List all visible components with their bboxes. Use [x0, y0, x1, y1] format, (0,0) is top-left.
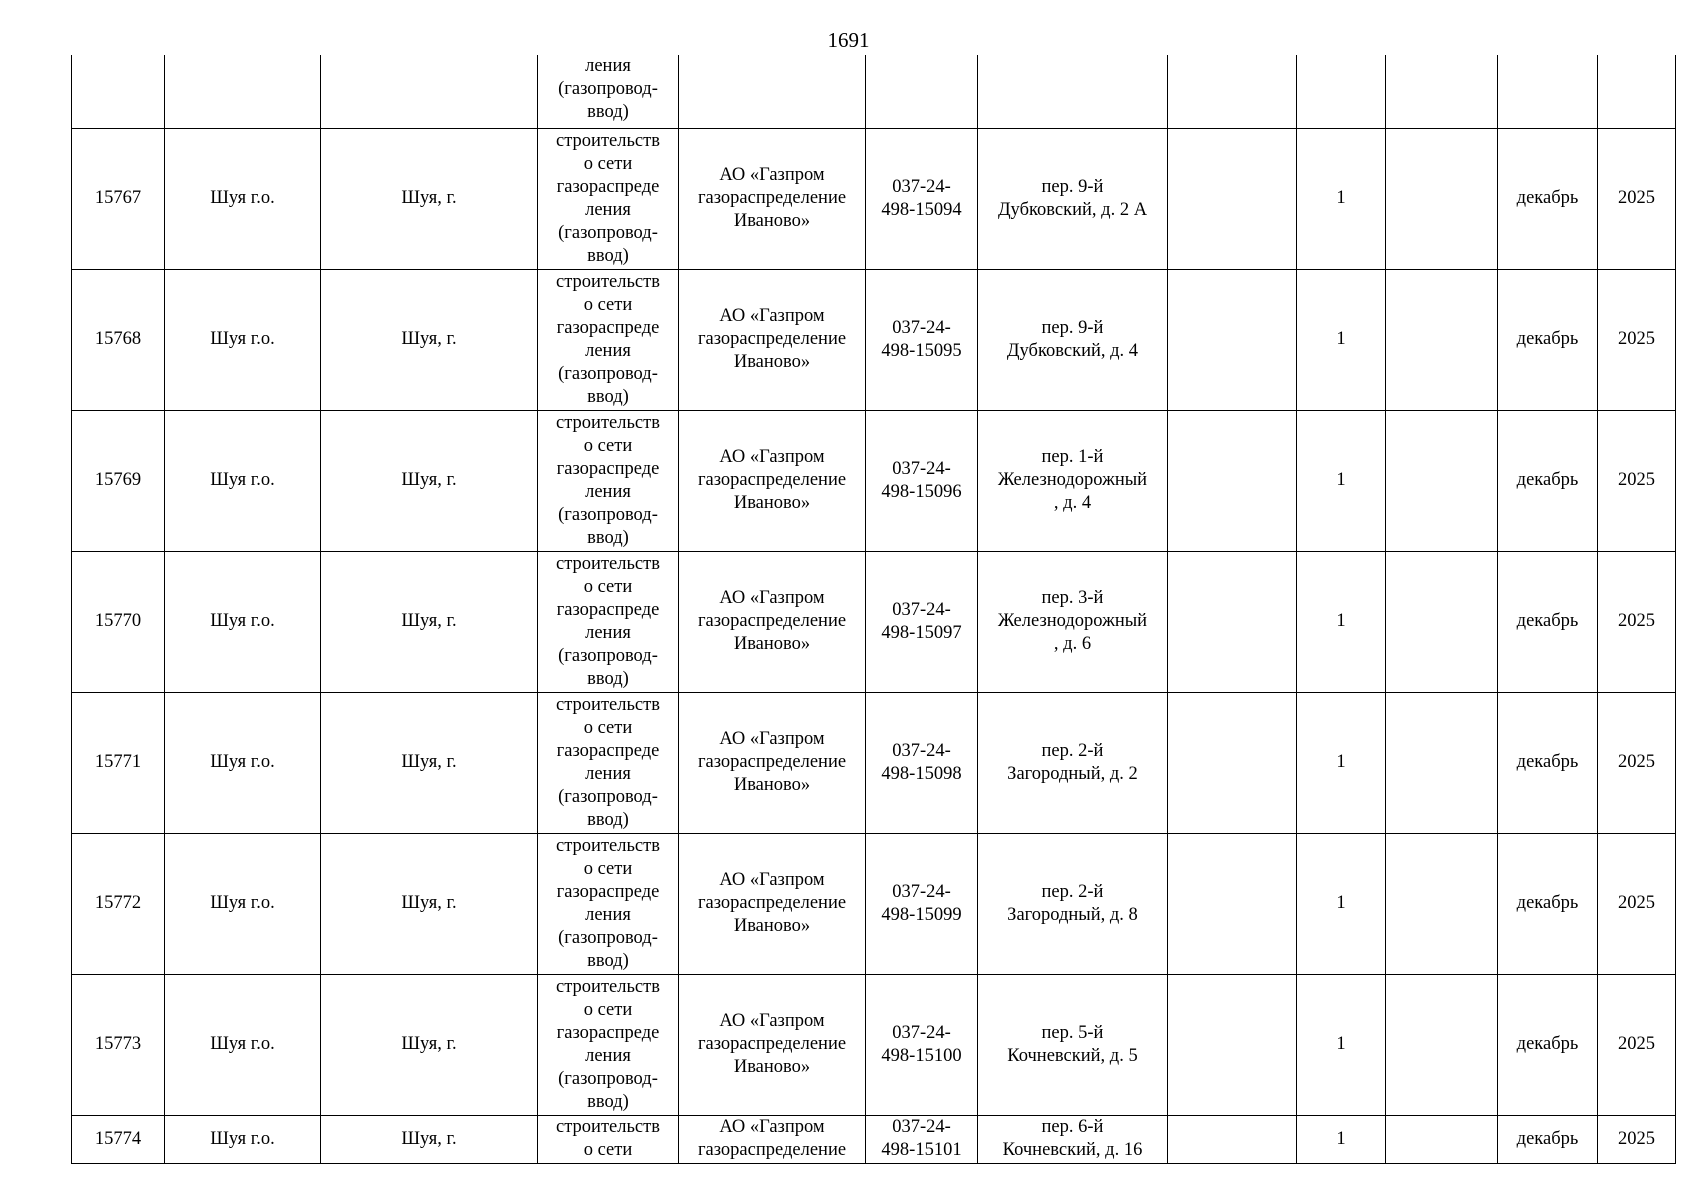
cell-id: 15774	[72, 1115, 165, 1163]
cell-address-line: пер. 1-й	[1041, 447, 1104, 467]
table-row	[72, 128, 1676, 269]
cell-month	[1498, 55, 1598, 128]
cell-work-type-line: (газопровод-	[558, 927, 658, 948]
cell-work-type-line: газораспреде	[556, 1022, 660, 1043]
cell-organization-line: Иваново»	[733, 1057, 811, 1077]
cell-code-line: 037-24-	[892, 458, 951, 479]
table-row	[72, 692, 1676, 833]
cell-work-type	[538, 128, 679, 269]
cell-code	[866, 128, 978, 269]
cell-work-type-line: строительств	[556, 412, 660, 433]
cell-work-type-line: газораспреде	[556, 176, 660, 197]
cell-organization-line: газораспределение	[697, 470, 847, 490]
cell-work-type	[538, 551, 679, 692]
cell-locality: Шуя, г.	[321, 692, 538, 833]
cell-address	[978, 55, 1168, 128]
cell-locality: Шуя, г.	[321, 1115, 538, 1163]
cell-year: 2025	[1598, 269, 1676, 410]
cell-work-type-line: строительств	[556, 694, 660, 715]
cell-code	[866, 269, 978, 410]
cell-locality: Шуя, г.	[321, 551, 538, 692]
cell-work-type-line: строительств	[556, 553, 660, 574]
cell-district: Шуя г.о.	[165, 692, 321, 833]
cell-address	[978, 692, 1168, 833]
cell-address	[978, 974, 1168, 1115]
cell-work-type-line: о сети	[583, 153, 633, 174]
cell-work-type-line: о сети	[583, 1139, 633, 1160]
cell-organization	[679, 1115, 866, 1163]
cell-work-type	[538, 55, 679, 128]
cell-year: 2025	[1598, 410, 1676, 551]
cell-code	[866, 692, 978, 833]
cell-address-line: Кочневский, д. 5	[1007, 1045, 1138, 1066]
cell-work-type-line: ления	[585, 481, 631, 502]
cell-work-type-line: ления	[585, 763, 631, 784]
cell-organization-line: АО «Газпром	[719, 1116, 825, 1137]
cell-address-line: Кочневский, д. 16	[1002, 1139, 1143, 1160]
cell-work-type-line: ввод)	[587, 527, 629, 548]
cell-empty	[1168, 974, 1297, 1115]
table-row	[72, 269, 1676, 410]
cell-work-type-line: о сети	[583, 717, 633, 738]
cell-district: Шуя г.о.	[165, 128, 321, 269]
cell-work-type-line: ввод)	[587, 245, 629, 266]
cell-organization-line: Иваново»	[733, 775, 811, 795]
cell-work-type-line: (газопровод-	[558, 645, 658, 666]
cell-year: 2025	[1598, 128, 1676, 269]
cell-organization-line: Иваново»	[733, 634, 811, 654]
cell-code-line: 037-24-	[892, 881, 951, 902]
work-type-line: ввод)	[587, 102, 629, 122]
cell-code-line: 498-15097	[881, 622, 962, 643]
cell-organization-line: Иваново»	[733, 211, 811, 231]
cell-organization-line: газораспределение	[697, 1139, 847, 1160]
cell-organization-line: газораспределение	[697, 893, 847, 913]
cell-code-line: 037-24-	[892, 599, 951, 620]
cell-organization	[679, 692, 866, 833]
work-type-line: ления	[585, 56, 631, 76]
cell-locality	[321, 55, 538, 128]
cell-locality: Шуя, г.	[321, 269, 538, 410]
cell-organization	[679, 833, 866, 974]
cell-empty	[1386, 833, 1498, 974]
cell-organization	[679, 128, 866, 269]
cell-quantity: 1	[1297, 410, 1386, 551]
cell-address-line: пер. 2-й	[1041, 881, 1104, 902]
cell-district: Шуя г.о.	[165, 410, 321, 551]
cell-work-type	[538, 692, 679, 833]
cell-code	[866, 974, 978, 1115]
cell-work-type-line: газораспреде	[556, 458, 660, 479]
cell-code	[866, 1115, 978, 1163]
cell-empty	[1168, 410, 1297, 551]
cell-locality: Шуя, г.	[321, 833, 538, 974]
cell-address-line: Дубковский, д. 4	[1006, 340, 1139, 361]
cell-work-type-line: (газопровод-	[558, 363, 658, 384]
cell-address-line: пер. 6-й	[1041, 1116, 1104, 1137]
cell-work-type-line: (газопровод-	[558, 1068, 658, 1089]
cell-work-type-line: о сети	[583, 294, 633, 315]
cell-work-type-line: ления	[585, 1045, 631, 1066]
cell-work-type-line: о сети	[583, 999, 633, 1020]
cell-organization-line: АО «Газпром	[719, 729, 825, 749]
cell-locality: Шуя, г.	[321, 410, 538, 551]
cell-work-type-line: (газопровод-	[558, 504, 658, 525]
cell-month: декабрь	[1498, 833, 1598, 974]
cell-address-line: Дубковский, д. 2 А	[997, 199, 1148, 220]
cell-address-line: Загородный, д. 8	[1007, 904, 1138, 925]
cell-work-type-line: строительств	[556, 835, 660, 856]
table-row-continuation	[72, 55, 1676, 128]
cell-work-type-line: ления	[585, 199, 631, 220]
cell-work-type-line: газораспреде	[556, 599, 660, 620]
cell-organization-line: газораспределение	[697, 611, 847, 631]
cell-organization-line: АО «Газпром	[719, 306, 825, 326]
cell-code-line: 498-15101	[881, 1139, 962, 1160]
cell-year: 2025	[1598, 692, 1676, 833]
cell-id: 15769	[72, 410, 165, 551]
cell-address-line: пер. 3-й	[1041, 588, 1104, 608]
cell-organization	[679, 410, 866, 551]
cell-district: Шуя г.о.	[165, 1115, 321, 1163]
cell-address-line: , д. 6	[1053, 634, 1092, 654]
cell-address-line: , д. 4	[1053, 493, 1092, 513]
cell-address	[978, 128, 1168, 269]
cell-address-line: пер. 2-й	[1041, 740, 1104, 761]
work-type-line: (газопровод-	[558, 79, 658, 99]
cell-work-type-line: газораспреде	[556, 881, 660, 902]
cell-month: декабрь	[1498, 692, 1598, 833]
cell-organization-line: АО «Газпром	[719, 447, 825, 467]
cell-work-type	[538, 269, 679, 410]
cell-address-line: Железнодорожный	[997, 611, 1148, 631]
cell-work-type-line: газораспреде	[556, 317, 660, 338]
cell-organization-line: газораспределение	[697, 188, 847, 208]
cell-work-type-line: о сети	[583, 576, 633, 597]
cell-work-type-line: о сети	[583, 858, 633, 879]
cell-id: 15767	[72, 128, 165, 269]
table-row	[72, 551, 1676, 692]
table-row	[72, 1115, 1676, 1163]
cell-work-type-line: ввод)	[587, 950, 629, 971]
cell-code	[866, 833, 978, 974]
table-body	[72, 55, 1676, 1163]
cell-year	[1598, 55, 1676, 128]
cell-organization-line: Иваново»	[733, 493, 811, 513]
table-row	[72, 833, 1676, 974]
cell-quantity: 1	[1297, 128, 1386, 269]
cell-year: 2025	[1598, 833, 1676, 974]
cell-code-line: 498-15094	[881, 199, 962, 220]
cell-work-type-line: ления	[585, 340, 631, 361]
cell-address-line: Железнодорожный	[997, 470, 1148, 490]
cell-work-type-line: ввод)	[587, 386, 629, 407]
cell-empty	[1168, 692, 1297, 833]
cell-address	[978, 551, 1168, 692]
cell-organization	[679, 55, 866, 128]
cell-month: декабрь	[1498, 128, 1598, 269]
cell-quantity: 1	[1297, 692, 1386, 833]
cell-year: 2025	[1598, 974, 1676, 1115]
cell-work-type-line: ления	[585, 622, 631, 643]
cell-empty	[1386, 1115, 1498, 1163]
cell-id: 15772	[72, 833, 165, 974]
cell-id: 15770	[72, 551, 165, 692]
cell-code-line: 037-24-	[892, 176, 951, 197]
cell-work-type-line: (газопровод-	[558, 786, 658, 807]
cell-organization-line: АО «Газпром	[719, 165, 825, 185]
cell-work-type	[538, 410, 679, 551]
cell-quantity: 1	[1297, 269, 1386, 410]
cell-locality: Шуя, г.	[321, 128, 538, 269]
cell-code-line: 498-15100	[881, 1045, 962, 1066]
table-row	[72, 410, 1676, 551]
cell-id: 15771	[72, 692, 165, 833]
cell-organization	[679, 269, 866, 410]
cell-organization	[679, 974, 866, 1115]
cell-work-type-line: строительств	[556, 1116, 660, 1137]
cell-empty	[1168, 551, 1297, 692]
cell-work-type-line: ввод)	[587, 809, 629, 830]
cell-work-type-line: ввод)	[587, 668, 629, 689]
cell-quantity: 1	[1297, 1115, 1386, 1163]
cell-id: 15768	[72, 269, 165, 410]
cell-address-line: Загородный, д. 2	[1007, 763, 1138, 784]
cell-month: декабрь	[1498, 269, 1598, 410]
cell-address-line: пер. 9-й	[1041, 176, 1104, 197]
cell-organization-line: АО «Газпром	[719, 1011, 825, 1031]
cell-organization-line: газораспределение	[697, 752, 847, 772]
cell-quantity: 1	[1297, 833, 1386, 974]
cell-organization-line: газораспределение	[697, 329, 847, 349]
cell-empty	[1386, 128, 1498, 269]
cell-work-type-line: ления	[585, 904, 631, 925]
cell-district	[165, 55, 321, 128]
cell-work-type	[538, 1115, 679, 1163]
cell-address	[978, 833, 1168, 974]
cell-organization-line: АО «Газпром	[719, 588, 825, 608]
cell-work-type-line: строительств	[556, 130, 660, 151]
cell-empty	[1386, 55, 1498, 128]
cell-year: 2025	[1598, 1115, 1676, 1163]
cell-organization	[679, 551, 866, 692]
cell-empty	[1386, 551, 1498, 692]
cell-month: декабрь	[1498, 1115, 1598, 1163]
cell-quantity: 1	[1297, 974, 1386, 1115]
cell-organization-line: Иваново»	[733, 352, 811, 372]
cell-id: 15773	[72, 974, 165, 1115]
cell-code-line: 037-24-	[892, 1116, 951, 1137]
cell-work-type	[538, 974, 679, 1115]
cell-code-line: 037-24-	[892, 740, 951, 761]
cell-code-line: 037-24-	[892, 1022, 951, 1043]
cell-empty	[1168, 269, 1297, 410]
cell-address-line: пер. 5-й	[1041, 1022, 1104, 1043]
cell-address	[978, 410, 1168, 551]
table-row	[72, 974, 1676, 1115]
cell-id	[72, 55, 165, 128]
cell-work-type-line: о сети	[583, 435, 633, 456]
cell-month: декабрь	[1498, 974, 1598, 1115]
cell-address	[978, 269, 1168, 410]
cell-code	[866, 55, 978, 128]
cell-address	[978, 1115, 1168, 1163]
cell-quantity	[1297, 55, 1386, 128]
cell-organization-line: АО «Газпром	[719, 870, 825, 890]
cell-district: Шуя г.о.	[165, 269, 321, 410]
cell-empty	[1386, 269, 1498, 410]
cell-empty	[1168, 833, 1297, 974]
cell-code-line: 498-15095	[881, 340, 962, 361]
cell-organization-line: газораспределение	[697, 1034, 847, 1054]
cell-work-type-line: ввод)	[587, 1091, 629, 1112]
cell-empty	[1386, 410, 1498, 551]
cell-empty	[1386, 692, 1498, 833]
cell-work-type-line: газораспреде	[556, 740, 660, 761]
cell-year: 2025	[1598, 551, 1676, 692]
page-number: 1691	[827, 28, 870, 52]
cell-code-line: 037-24-	[892, 317, 951, 338]
cell-code	[866, 551, 978, 692]
cell-code-line: 498-15099	[881, 904, 962, 925]
cell-work-type-line: (газопровод-	[558, 222, 658, 243]
cell-code-line: 498-15096	[881, 481, 962, 502]
cell-quantity: 1	[1297, 551, 1386, 692]
cell-month: декабрь	[1498, 410, 1598, 551]
cell-empty	[1168, 1115, 1297, 1163]
cell-locality: Шуя, г.	[321, 974, 538, 1115]
cell-district: Шуя г.о.	[165, 551, 321, 692]
cell-address-line: пер. 9-й	[1041, 317, 1104, 338]
cell-month: декабрь	[1498, 551, 1598, 692]
cell-district: Шуя г.о.	[165, 833, 321, 974]
cell-empty	[1386, 974, 1498, 1115]
cell-empty	[1168, 128, 1297, 269]
cell-work-type	[538, 833, 679, 974]
cell-work-type-line: строительств	[556, 271, 660, 292]
data-table	[71, 55, 1676, 1164]
cell-code	[866, 410, 978, 551]
cell-empty	[1168, 55, 1297, 128]
cell-code-line: 498-15098	[881, 763, 962, 784]
cell-district: Шуя г.о.	[165, 974, 321, 1115]
cell-organization-line: Иваново»	[733, 916, 811, 936]
cell-work-type-line: строительств	[556, 976, 660, 997]
